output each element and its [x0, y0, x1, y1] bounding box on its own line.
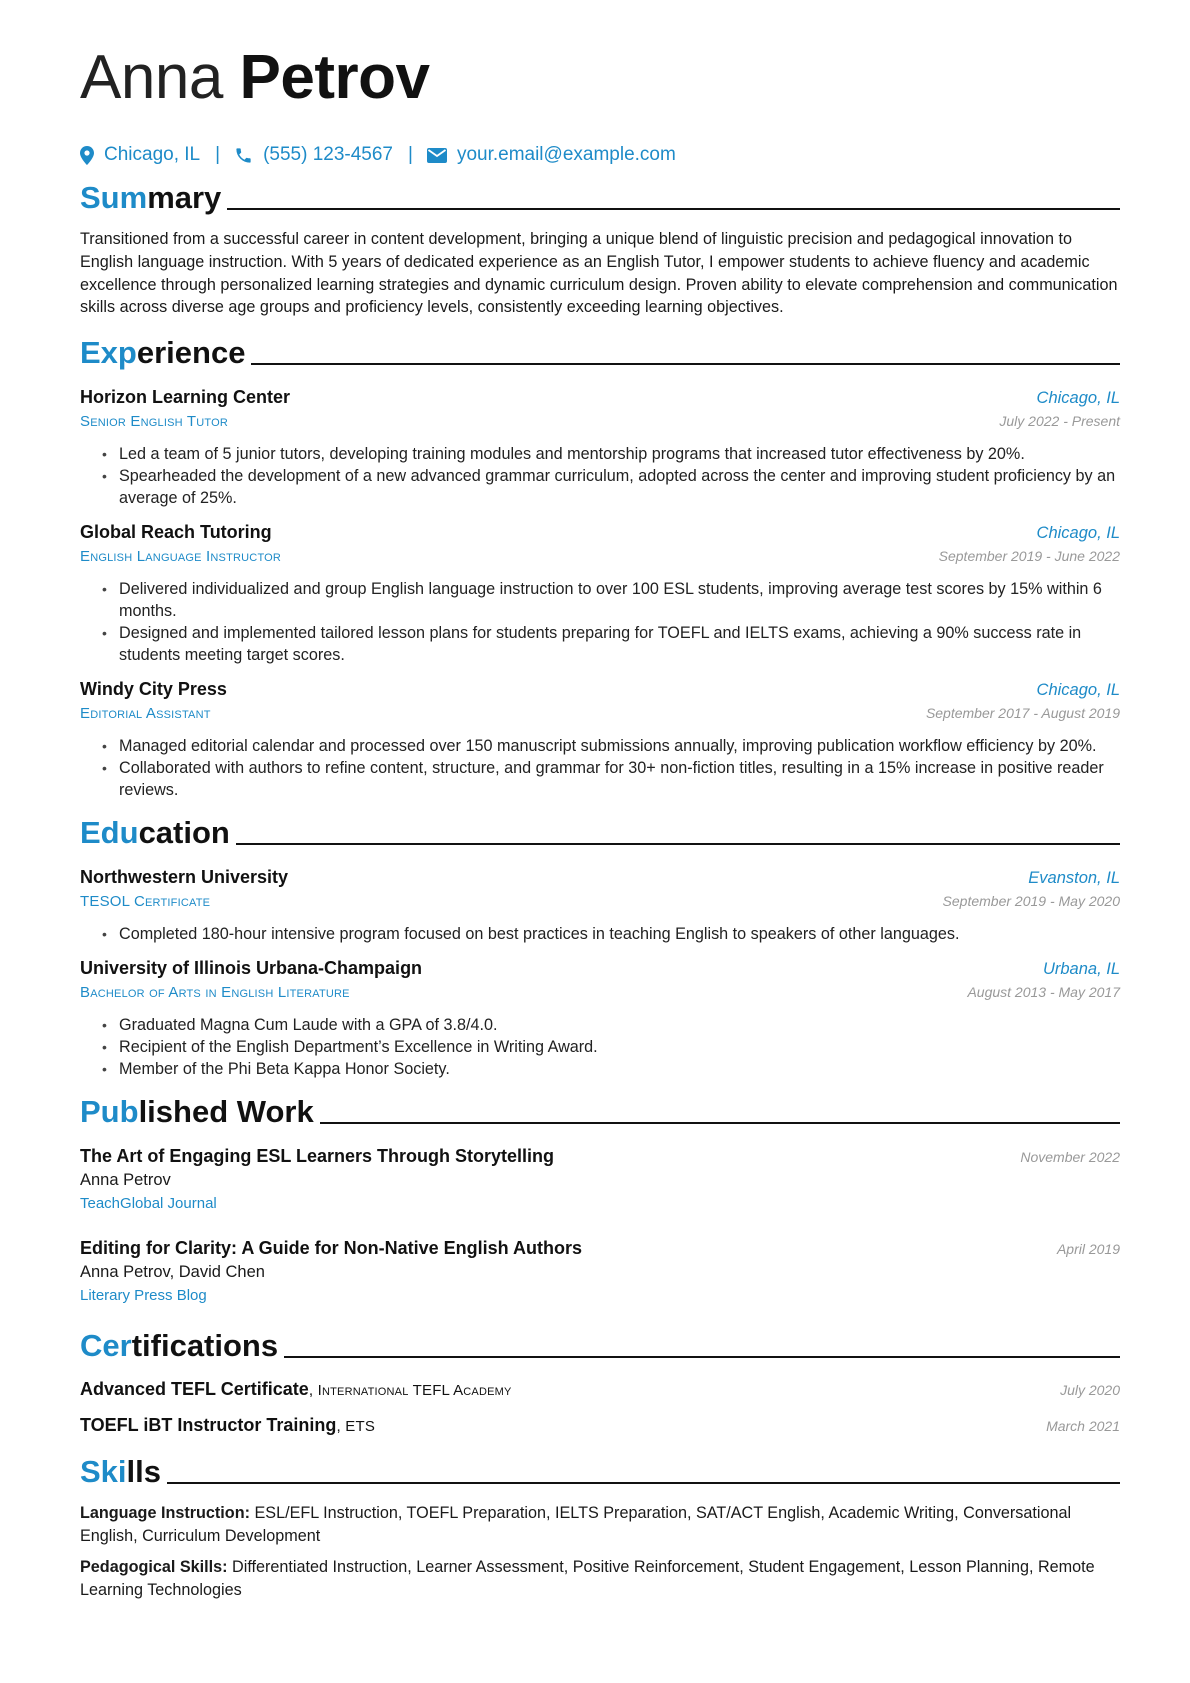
publication-title: The Art of Engaging ESL Learners Through Storytelling: [80, 1146, 555, 1167]
org-name: Windy City Press: [80, 679, 227, 700]
map-pin-icon: [80, 146, 94, 165]
school-name: Northwestern University: [80, 867, 289, 888]
certification-name: TOEFL iBT Instructor Training: [80, 1415, 337, 1436]
contact-location: [80, 144, 200, 166]
entry-location: Chicago, IL: [1036, 681, 1120, 700]
entry-dates: September 2019 - May 2020: [942, 893, 1120, 910]
education-entry: [80, 865, 1120, 945]
contact-email[interactable]: [427, 144, 676, 166]
section-title: Experience: [80, 335, 246, 371]
section-rule: [284, 1356, 1120, 1358]
certification-date: March 2021: [1046, 1418, 1120, 1435]
entry-location: Evanston, IL: [1028, 869, 1120, 888]
section-rule: [236, 843, 1120, 845]
section-rule: [251, 363, 1120, 365]
section-title: Published Work: [80, 1094, 314, 1130]
section-header: [80, 815, 1120, 851]
org-name: Horizon Learning Center: [80, 387, 291, 408]
education-entry: [80, 956, 1120, 1080]
degree-name: Bachelor of Arts in English Literature: [80, 984, 350, 1002]
section-title: Skills: [80, 1454, 161, 1490]
summary-section: [80, 180, 1120, 319]
publication-entry: [80, 1236, 1120, 1308]
certification-issuer: International TEFL Academy: [317, 1382, 512, 1400]
certifications-section: [80, 1328, 1120, 1440]
degree-name: TESOL Certificate: [80, 893, 211, 911]
section-header: [80, 1328, 1120, 1364]
skills-section: [80, 1454, 1120, 1601]
publication-title: Editing for Clarity: A Guide for Non-Native English Authors: [80, 1238, 583, 1259]
certification-name: Advanced TEFL Certificate: [80, 1379, 309, 1400]
last-name: Petrov: [239, 43, 430, 112]
bullet-item: • Collaborated with authors to refine content, structure, and grammar for 30+ non-fiction titles, resulting in a 15% increase in positive reader reviews.: [80, 757, 1120, 801]
publication-authors: Anna Petrov: [80, 1171, 171, 1190]
entry-location: Chicago, IL: [1036, 524, 1120, 543]
publication-entry: [80, 1144, 1120, 1216]
bullet-list: [80, 1014, 1120, 1080]
bullet-item: • Delivered individualized and group English language instruction to over 100 ESL students, improving average test scores by 15% within 6 months.: [80, 578, 1120, 622]
experience-entry: [80, 385, 1120, 509]
bullet-item: • Spearheaded the development of a new advanced grammar curriculum, adopted across the center and improving student proficiency by an average of 25%.: [80, 465, 1120, 509]
experience-section: [80, 335, 1120, 801]
publication-date: April 2019: [1056, 1241, 1120, 1258]
contact-separator: |: [408, 144, 413, 165]
section-header: [80, 1454, 1120, 1490]
section-rule: [167, 1482, 1120, 1484]
candidate-name: [80, 40, 1120, 116]
publication-authors: Anna Petrov, David Chen: [80, 1263, 265, 1282]
bullet-list: [80, 443, 1120, 509]
bullet-item: • Designed and implemented tailored lesson plans for students preparing for TOEFL and IELTS exams, achieving a 90% success rate in students meeting target scores.: [80, 622, 1120, 666]
contact-separator: |: [215, 144, 221, 165]
skill-list: Differentiated Instruction, Learner Assessment, Positive Reinforcement, Student Engagement, Lesson Planning, Remote Learning Technologies: [80, 1557, 1095, 1599]
section-header: [80, 180, 1120, 216]
school-name: University of Illinois Urbana-Champaign: [80, 958, 423, 979]
bullet-item: • Graduated Magna Cum Laude with a GPA of 3.8/4.0.: [80, 1014, 1120, 1036]
certification-entry: Advanced TEFL Certificate, International TEFL Academy July 2020: [80, 1379, 1120, 1400]
summary-text: Transitioned from a successful career in content development, bringing a unique blend of linguistic precision and pedagogical innovation to English language instruction. With 5 years of dedicated experience as an English Tutor, I empower students to achieve fluency and academic excellence through personalized learning strategies and dynamic curriculum design. Proven ability to elevate comprehension and communication skills across diverse age groups and proficiency levels, consistently exceeding learning objectives.: [80, 230, 1118, 317]
email-text: your.email@example.com: [456, 144, 676, 165]
resume-page: [80, 40, 1120, 1601]
section-header: [80, 1094, 1120, 1130]
job-role: Senior English Tutor: [80, 413, 228, 431]
job-role: English Language Instructor: [80, 548, 282, 566]
publication-venue: TeachGlobal Journal: [80, 1195, 217, 1213]
phone-icon: [234, 146, 253, 165]
certification-entry: TOEFL iBT Instructor Training, ETS March 2021: [80, 1415, 1120, 1436]
section-header: [80, 335, 1120, 371]
skill-category: Language Instruction:: [80, 1504, 250, 1523]
entry-dates: September 2019 - June 2022: [938, 548, 1120, 565]
skill-list: ESL/EFL Instruction, TOEFL Preparation, IELTS Preparation, SAT/ACT English, Academic Writing, Conversational English, Curriculum Development: [80, 1504, 1072, 1545]
publication-date: November 2022: [1020, 1149, 1120, 1166]
job-role: Editorial Assistant: [80, 705, 211, 723]
bullet-item: • Member of the Phi Beta Kappa Honor Society.: [80, 1058, 1120, 1080]
skill-category: Pedagogical Skills:: [80, 1557, 228, 1576]
skill-group: [80, 1502, 1120, 1548]
entry-location: Chicago, IL: [1036, 389, 1120, 408]
bullet-list: [80, 923, 1120, 945]
bullet-item: • Led a team of 5 junior tutors, developing training modules and mentorship programs that increased tutor effectiveness by 20%.: [80, 443, 1120, 465]
contact-phone[interactable]: [234, 144, 393, 166]
entry-dates: August 2013 - May 2017: [967, 984, 1120, 1001]
skill-group: [80, 1556, 1120, 1602]
published-section: [80, 1094, 1120, 1308]
org-name: Global Reach Tutoring: [80, 522, 272, 543]
entry-dates: September 2017 - August 2019: [925, 705, 1120, 722]
publication-venue: Literary Press Blog: [80, 1287, 207, 1305]
envelope-icon: [427, 148, 447, 163]
first-name: Anna: [80, 43, 223, 112]
bullet-list: [80, 578, 1120, 666]
contact-line: [80, 142, 1120, 168]
section-title: Certifications: [80, 1328, 279, 1364]
bullet-item: • Completed 180-hour intensive program focused on best practices in teaching English to speakers of other languages.: [80, 923, 1120, 945]
entry-location: Urbana, IL: [1042, 960, 1120, 979]
education-section: [80, 815, 1120, 1080]
bullet-list: [80, 735, 1120, 801]
entry-dates: July 2022 - Present: [999, 413, 1120, 430]
certification-issuer: ETS: [345, 1418, 376, 1436]
certification-date: July 2020: [1060, 1382, 1120, 1399]
phone-text: (555) 123-4567: [263, 144, 393, 165]
bullet-item: • Recipient of the English Department’s Excellence in Writing Award.: [80, 1036, 1120, 1058]
bullet-item: • Managed editorial calendar and processed over 150 manuscript submissions annually, improving publication workflow efficiency by 20%.: [80, 735, 1120, 757]
experience-entry: [80, 520, 1120, 666]
section-rule: [227, 208, 1120, 210]
section-title: Education: [80, 815, 230, 851]
section-title: Summary: [80, 180, 222, 215]
section-rule: [320, 1122, 1120, 1124]
experience-entry: [80, 677, 1120, 801]
location-text: Chicago, IL: [104, 144, 201, 165]
